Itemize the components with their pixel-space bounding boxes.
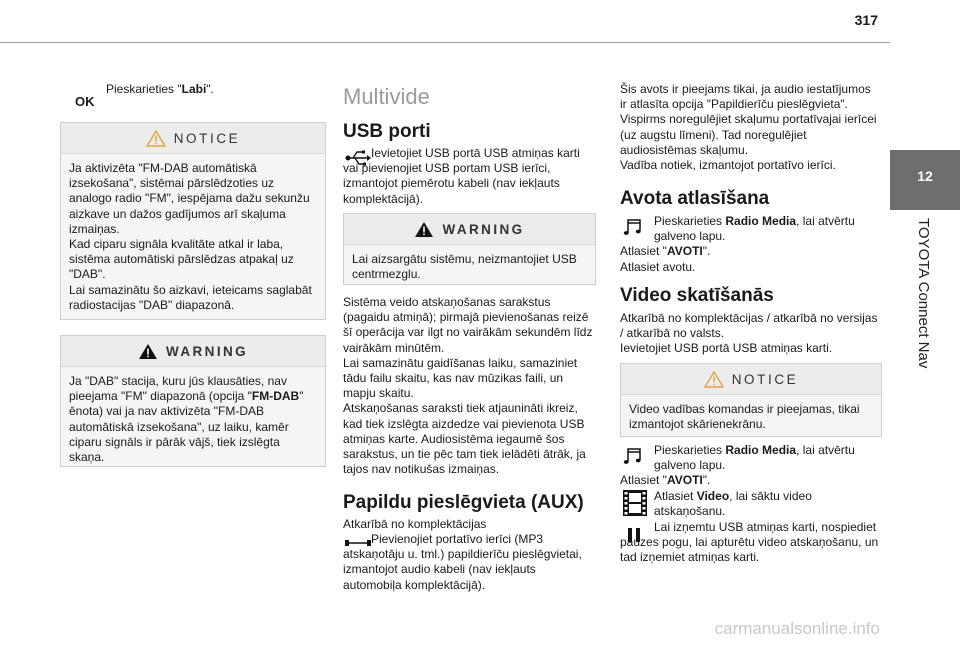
warning-triangle-outline-icon [146,130,166,147]
aux-availability: Atkarībā no komplektācijas [343,517,487,531]
video-open-instructions: Pieskarieties Radio Media, lai atvērtu galveno lapu. Atlasiet "AVOTI". [620,443,855,488]
chapter-title-text: TOYOTA Connect Nav [915,218,932,369]
aux-intro-text: Šis avots ir pieejams tikai, ja audio iestatījumos ir atlasīta opcija "Papildierīču pieslēgvieta". Vispirms noregulējiet skaļumu portatīvajai ierīcei (uz augstu līmeni). Tad noregulējiet audiosistēmas skaļumu. Vadība notiek, izmantojot portatīvo ierīci. [620,82,877,173]
playlist-text: Sistēma veido atskaņošanas sarakstus (pagaidu atmiņā); pirmajā pievienošanas reizē šī operācija var ilgt no vairākām sekundēm līdz vairākām minūtēm. Lai samazinātu gaidīšanas laiku, samaziniet tādu failu skaitu, kas nav mūzikas faili, un mapju skaitu. Atskaņošanas saraksti tiek atjaunināti ikreiz, kad tiek izslēgta aizdedze vai pievienota USB atmiņas karte. Audiosistēma iegaumē šos sarakstus, un tie pēc tam tiek ielādēti ātrāk, ja tajos nav notikušas izmaiņas. [343,295,593,477]
warning-box-middle [343,213,596,285]
notice-body: Ja aktivizēta "FM-DAB automātiskā izsekošana", sistēmai pārslēdzoties uz analogo radio "FM", iespējama dažu sekunžu aizkave un dažos gadījumos arī skaļuma izmaiņas. Kad ciparu signāla kvalitāte atkal ir laba, sistēma automātiski pārslēdzas atpakaļ uz "DAB". Lai samazinātu šo aizkavi, ieteicams saglabāt radiostacijas "DAB" diapazonā. [69,161,312,312]
notice-body: Video vadības komandas ir pieejamas, tikai izmantojot skārienekrānu. [629,402,860,432]
warning-title: WARNING [165,343,249,359]
warning-header [61,336,325,367]
usb-text: Ievietojiet USB portā USB atmiņas karti vai pievienojiet USB portam USB ierīci, izmantojot piemērotu kabeli (nav iekļauts komplektācijā). [343,146,580,206]
warning-triangle-icon [414,221,434,238]
notice-header [61,123,325,154]
chapter-number: 12 [917,168,933,184]
top-rule [0,42,890,43]
source-selection-heading: Avota atlasīšana [620,188,770,209]
chapter-title [890,218,960,478]
video-text: Atkarībā no komplektācijas / atkarībā no versijas / atkarībā no valsts. Ievietojiet USB portā USB atmiņas karti. [620,311,878,356]
video-start-instruction: Atlasiet Video, lai sāktu video atskaņošanu. [654,489,812,519]
notice-title: NOTICE [173,130,241,146]
notice-title: NOTICE [731,371,799,387]
warning-box-left [60,335,326,467]
ok-icon: OK [75,94,95,109]
warning-triangle-icon [138,343,158,360]
aux-text: Pievienojiet portatīvo ierīci (MP3 atskaņotāju u. tml.) papildierīču pieslēgvietai, izmantojot audio kabeli (nav iekļauts automobiļa komplektācijā). [343,532,582,592]
source-instructions: Pieskarieties Radio Media, lai atvērtu galveno lapu. Atlasiet "AVOTI". Atlasiet avotu. [620,214,855,274]
warning-body: Lai aizsargātu sistēmu, neizmantojiet USB centrmezglu. [352,252,577,282]
warning-header [344,214,595,245]
aux-heading: Papildu pieslēgvieta (AUX) [343,492,584,513]
notice-box-right [620,363,882,437]
usb-heading: USB porti [343,121,431,142]
film-strip-icon [621,489,649,517]
notice-box-left [60,122,326,320]
section-heading-multivide: Multivide [343,84,430,109]
video-remove-instruction: Lai izņemtu USB atmiņas karti, nospiediet pauzes pogu, lai apturētu video atskaņošanu, un tad izņemiet atmiņas karti. [620,520,879,565]
warning-body: Ja "DAB" stacija, kuru jūs klausāties, nav pieejama "FM" diapazonā (opcija "FM-DAB" ēnota) vai ja nav aktivizēta "FM-DAB automātiskā izsekošana", uz laiku, kamēr ciparu signāls ir pārāk vājš, tiek izslēgta skaņa. [69,374,304,465]
watermark: carmanualsonline.info [714,619,880,638]
ok-instruction: Pieskarieties "Labi". [106,82,214,96]
notice-header [621,364,881,395]
warning-triangle-outline-icon [704,371,724,388]
warning-title: WARNING [442,221,525,237]
page-number: 317 [854,12,878,28]
video-heading: Video skatīšanās [620,285,774,306]
